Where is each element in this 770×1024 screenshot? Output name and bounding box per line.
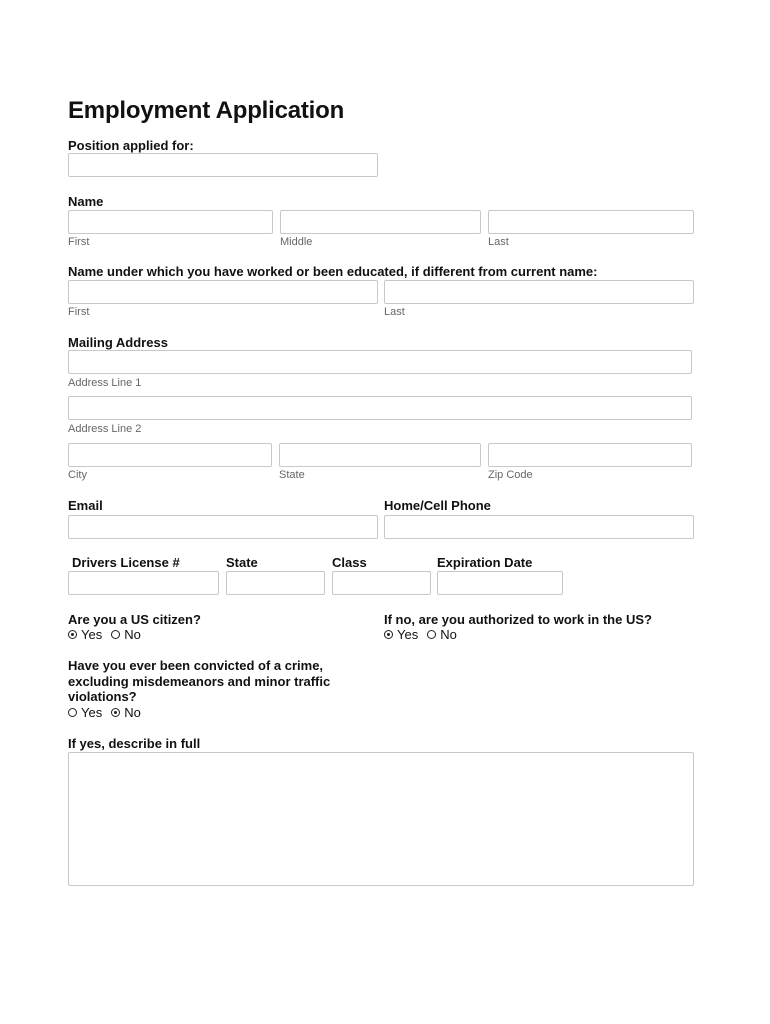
page-title: Employment Application (68, 97, 345, 124)
address-line1-caption: Address Line 1 (68, 377, 142, 389)
convicted-no-label: No (124, 705, 141, 720)
address-line1-input[interactable] (68, 350, 692, 374)
position-input[interactable] (68, 153, 378, 177)
license-class-input[interactable] (332, 571, 431, 595)
convicted-no-option[interactable] (111, 705, 141, 720)
convicted-question-line1: Have you ever been convicted of a crime, (68, 658, 324, 673)
authorized-question: If no, are you authorized to work in the US? (384, 612, 652, 627)
zip-code-input[interactable] (488, 443, 692, 467)
convicted-question-line2: excluding misdemeanors and minor traffic (68, 673, 331, 689)
phone-input[interactable] (384, 515, 694, 539)
license-state-input[interactable] (226, 571, 325, 595)
city-input[interactable] (68, 443, 272, 467)
state-input[interactable] (279, 443, 481, 467)
convicted-question-line3: violations? (68, 689, 137, 704)
us-citizen-no-label: No (124, 627, 141, 642)
convicted-radio-group (68, 705, 150, 720)
address-line2-input[interactable] (68, 396, 692, 420)
name-label: Name (68, 194, 104, 209)
mailing-address-label: Mailing Address (68, 335, 168, 350)
license-expiration-input[interactable] (437, 571, 563, 595)
convicted-yes-option[interactable] (68, 705, 102, 720)
radio-selected-icon[interactable] (68, 630, 77, 639)
last-name-caption: Last (488, 236, 509, 248)
license-expiration-label: Expiration Date (437, 555, 533, 570)
middle-name-input[interactable] (280, 210, 481, 234)
license-number-input[interactable] (68, 571, 219, 595)
last-name-input[interactable] (488, 210, 694, 234)
address-line2-caption: Address Line 2 (68, 423, 142, 435)
describe-textarea[interactable] (68, 752, 694, 886)
radio-unselected-icon[interactable] (427, 630, 436, 639)
former-first-caption: First (68, 306, 90, 318)
position-label: Position applied for: (68, 138, 194, 153)
authorized-yes-label: Yes (397, 627, 419, 642)
first-name-caption: First (68, 236, 90, 248)
former-name-label: Name under which you have worked or been educated, if different from current name: (68, 264, 598, 279)
convicted-yes-label: Yes (81, 705, 103, 720)
authorized-no-option[interactable] (427, 627, 457, 642)
phone-label: Home/Cell Phone (384, 498, 491, 513)
former-last-name-input[interactable] (384, 280, 694, 304)
radio-unselected-icon[interactable] (111, 630, 120, 639)
us-citizen-question: Are you a US citizen? (68, 612, 201, 627)
email-input[interactable] (68, 515, 378, 539)
city-caption: City (68, 469, 87, 481)
authorized-yes-option[interactable] (384, 627, 418, 642)
describe-label: If yes, describe in full (68, 736, 201, 751)
license-class-label: Class (332, 555, 367, 570)
radio-selected-icon[interactable] (111, 708, 120, 717)
convicted-question (68, 658, 330, 705)
us-citizen-radio-group (68, 627, 150, 642)
former-last-caption: Last (384, 306, 405, 318)
radio-selected-icon[interactable] (384, 630, 393, 639)
us-citizen-no-option[interactable] (111, 627, 141, 642)
us-citizen-yes-option[interactable] (68, 627, 102, 642)
license-state-label: State (226, 555, 258, 570)
radio-unselected-icon[interactable] (68, 708, 77, 717)
zip-code-caption: Zip Code (488, 469, 533, 481)
middle-name-caption: Middle (280, 236, 313, 248)
former-first-name-input[interactable] (68, 280, 378, 304)
first-name-input[interactable] (68, 210, 273, 234)
us-citizen-yes-label: Yes (81, 627, 103, 642)
email-label: Email (68, 498, 103, 513)
authorized-no-label: No (440, 627, 457, 642)
license-number-label: Drivers License # (72, 555, 180, 570)
state-caption: State (279, 469, 305, 481)
authorized-radio-group (384, 627, 466, 642)
